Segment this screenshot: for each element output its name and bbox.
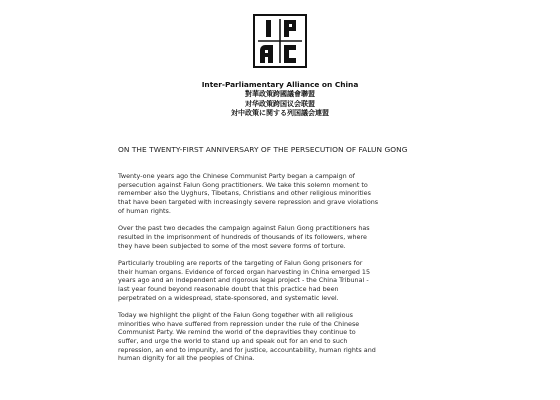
paragraph-line: Today we highlight the plight of the Falun Gong together with all religious bbox=[118, 310, 353, 319]
organization-name-simplified: 对华政策跨国议会联盟 bbox=[245, 99, 315, 108]
paragraph-line: perpetrated on a widespread, state-sponsored, and systematic level. bbox=[118, 293, 339, 302]
paragraph-line: Twenty-one years ago the Chinese Communist Party began a campaign of bbox=[118, 172, 355, 180]
paragraph-line: they have been subjected to some of the most severe forms of torture. bbox=[118, 241, 346, 250]
ipac-logo-mark bbox=[253, 14, 307, 68]
paragraph-line: minorities who have suffered from repression under the rule of the Chinese bbox=[118, 319, 360, 328]
paragraph-line: of human rights. bbox=[118, 206, 171, 215]
paragraph-2 bbox=[118, 224, 448, 250]
paragraph-line: resulted in the imprisonment of hundreds of thousands of its followers, where bbox=[118, 232, 367, 241]
organization-name-traditional: 對華政策跨國議會聯盟 bbox=[245, 90, 315, 98]
organization-name-japanese: 対中政策に関する列国議会連盟 bbox=[231, 109, 329, 117]
paragraph-line: Particularly troubling are reports of the targeting of Falun Gong prisoners for bbox=[118, 258, 363, 267]
paragraph-line: repression, an end to impunity, and for justice, accountability, human rights and bbox=[118, 345, 376, 354]
paragraph-line: years ago and an independent and rigorous legal project - the China Tribunal - bbox=[118, 276, 369, 285]
statement-body bbox=[118, 172, 448, 372]
paragraph-line: remember also the Uyghurs, Tibetans, Christians and other religious minorities bbox=[118, 189, 371, 198]
paragraph-line: last year found beyond reasonable doubt that this practice had been bbox=[118, 284, 339, 293]
paragraph-line: their human organs. Evidence of forced organ harvesting in China emerged 15 bbox=[118, 267, 371, 276]
ipac-logo bbox=[253, 14, 307, 68]
statement-heading: ON THE TWENTY-FIRST ANNIVERSARY OF THE PERSECUTION OF FALUN GONG bbox=[118, 145, 408, 154]
paragraph-line: human dignity for all the peoples of China. bbox=[118, 354, 255, 363]
organization-block bbox=[0, 80, 560, 119]
paragraph-4 bbox=[118, 311, 448, 363]
organization-name: Inter-Parliamentary Alliance on China bbox=[201, 80, 359, 89]
paragraph-3 bbox=[118, 259, 448, 303]
paragraph-line: that have been targeted with increasingly severe repression and grave violations bbox=[118, 198, 379, 207]
paragraph-line: persecution against Falun Gong practitioners. We take this solemn moment to bbox=[118, 180, 368, 189]
paragraph-line: suffer, and urge the world to stand up and speak out for an end to such bbox=[118, 337, 348, 346]
paragraph-line: Communist Party. We remind the world of the depravities they continue to bbox=[118, 328, 356, 337]
paragraph-1 bbox=[118, 172, 448, 216]
paragraph-line: Over the past two decades the campaign against Falun Gong practitioners has bbox=[118, 224, 370, 233]
